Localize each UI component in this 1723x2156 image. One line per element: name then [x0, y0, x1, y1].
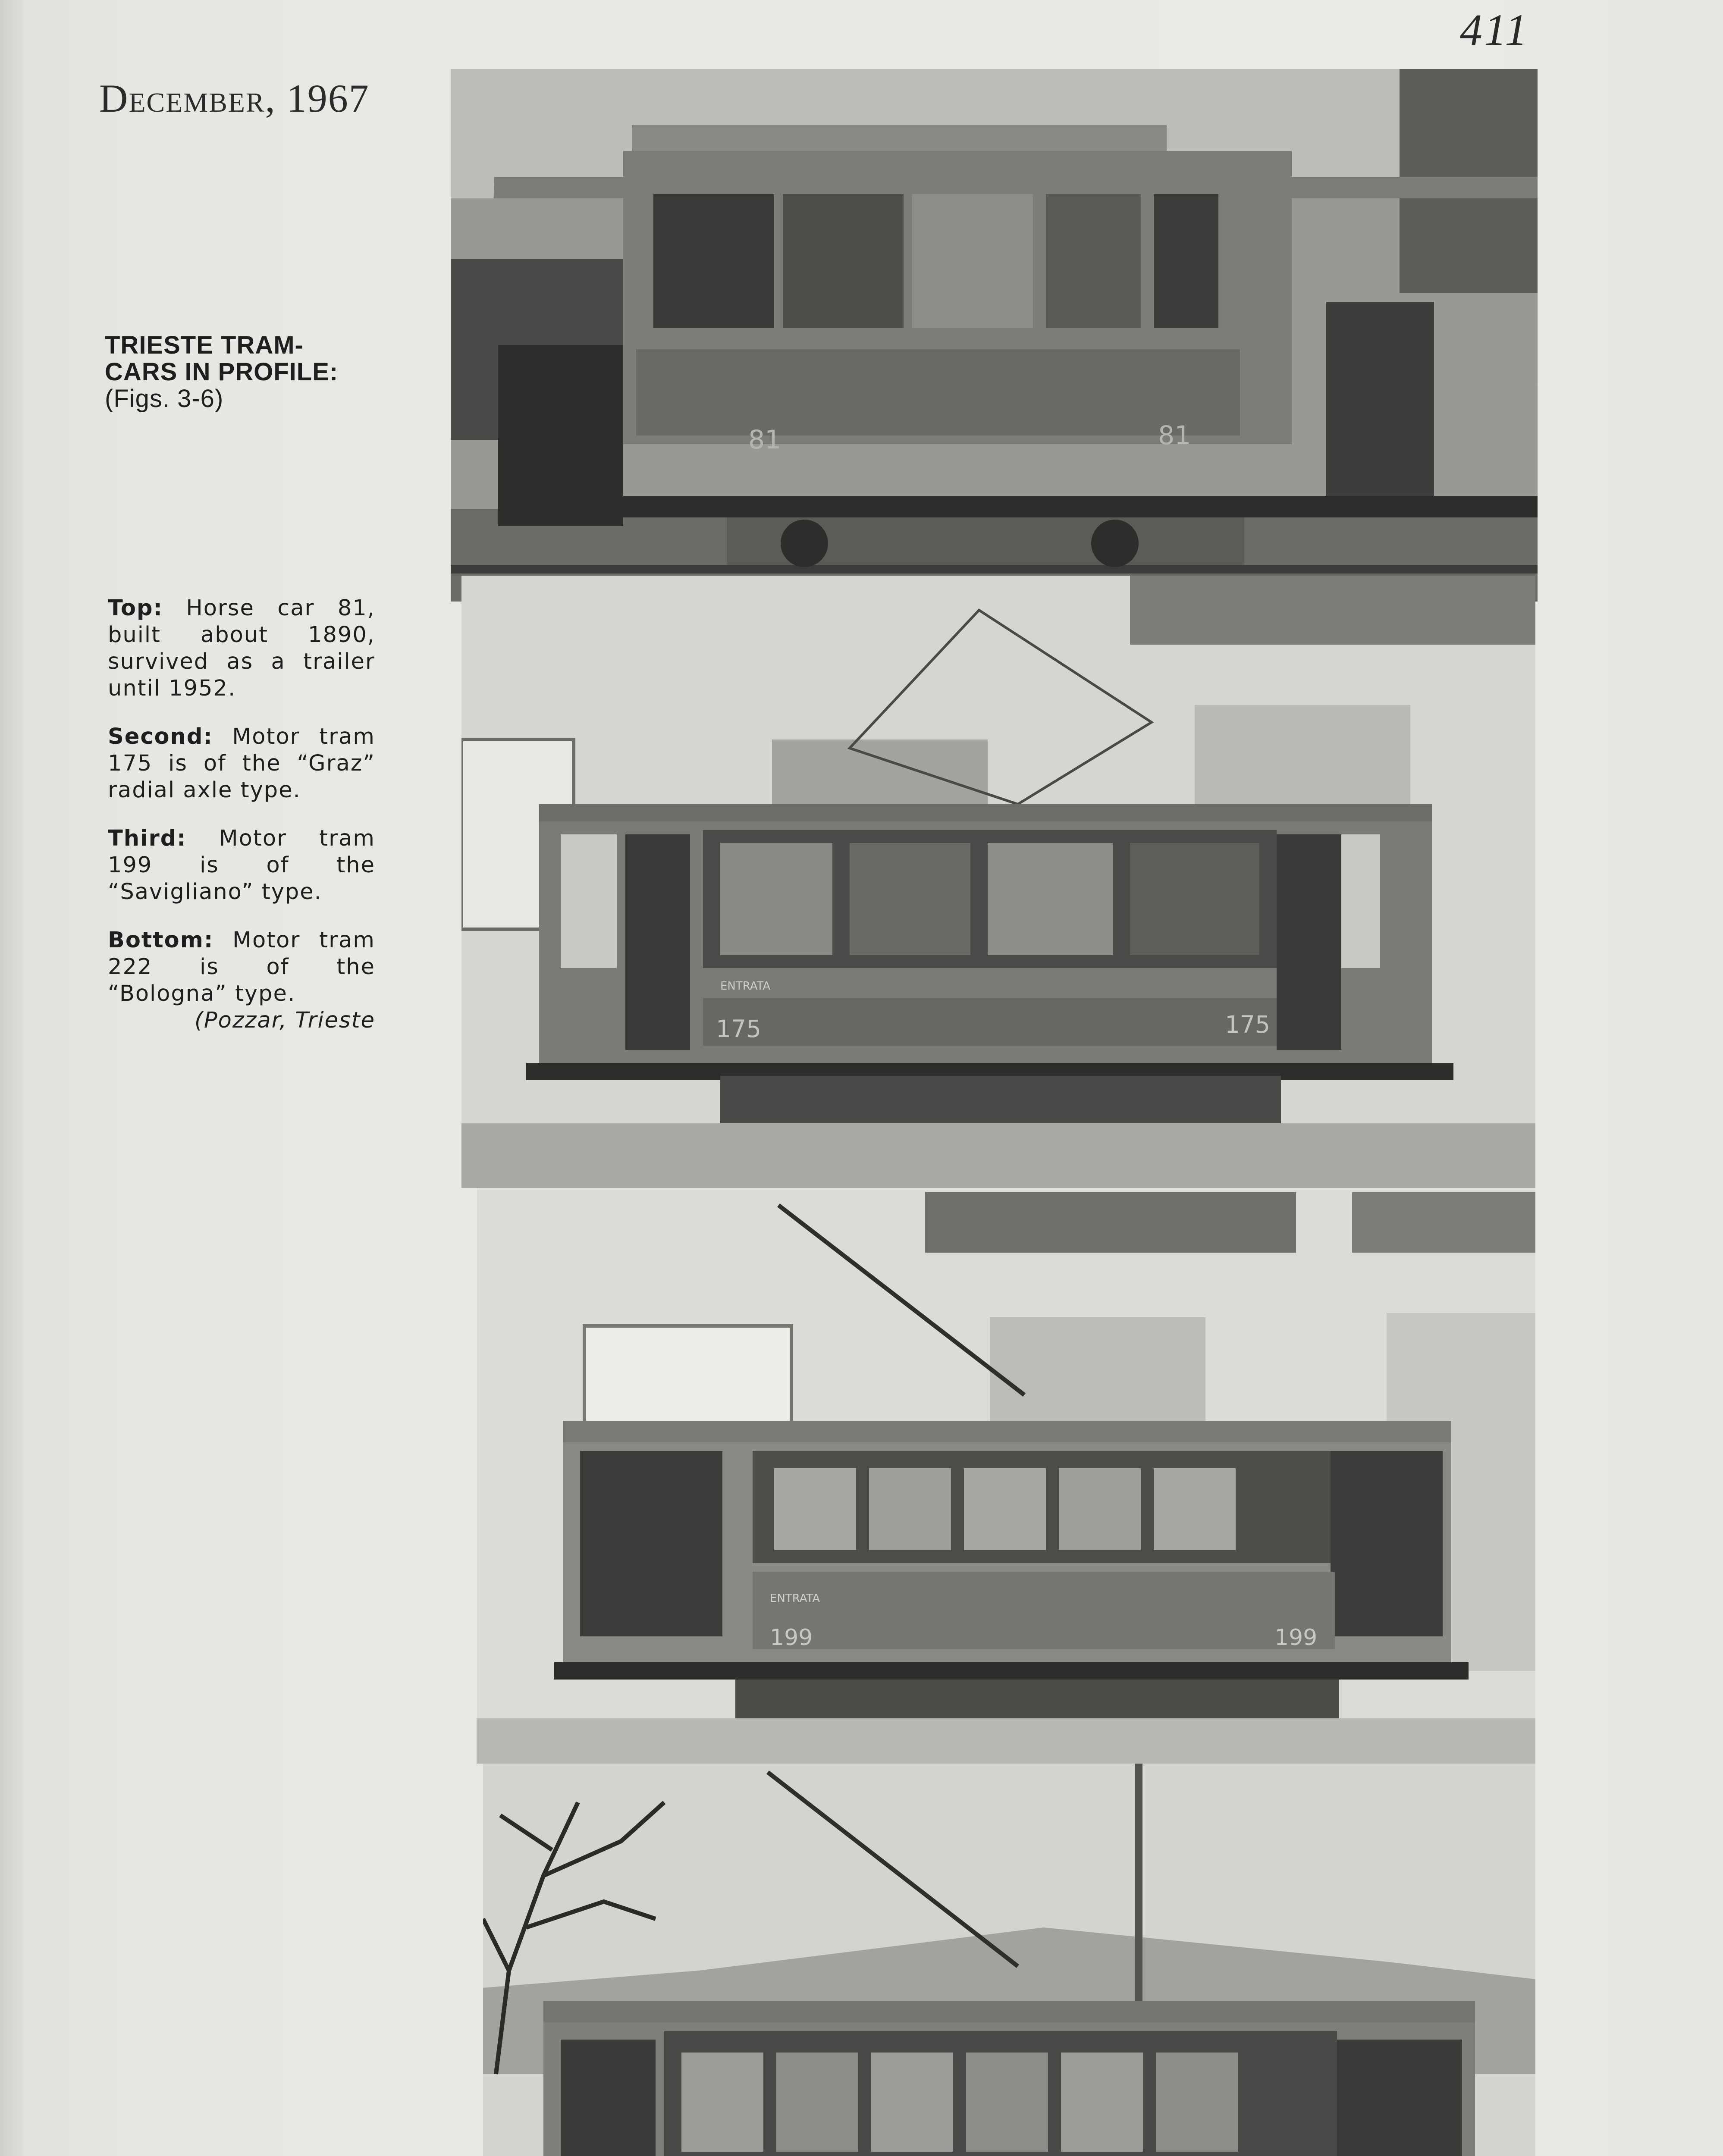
horse-car-81-number-left: 81 [748, 425, 781, 455]
tram-175-entrance-sign: ENTRATA [720, 980, 771, 993]
photo-horse-car-81 [451, 69, 1538, 602]
photo-motor-tram-222 [483, 1764, 1535, 2156]
caption-top [108, 595, 375, 702]
horse-car-81-number-right: 81 [1158, 420, 1191, 451]
tram-199-number-right: 199 [1274, 1625, 1318, 1651]
tram-175-number-right: 175 [1225, 1011, 1270, 1038]
page-number: 411 [1460, 5, 1529, 55]
caption-third-lead: Third: [108, 826, 187, 851]
running-head-date: December, 1967 [99, 76, 370, 120]
caption-top-lead: Top: [108, 595, 163, 621]
caption-bottom-lead: Bottom: [108, 928, 214, 953]
figure-heading-line-1: TRIESTE TRAM- [105, 331, 304, 359]
caption-second-text: Motor tram 175 is of the “Graz” radial axle type. [108, 724, 375, 803]
motor-tram-222-image [483, 1764, 1535, 2156]
motor-tram-199-image [477, 1188, 1535, 1764]
figure-range: (Figs. 3-6) [105, 385, 224, 413]
tram-199-number-left: 199 [770, 1625, 813, 1651]
caption-third-text: Motor tram 199 is of the “Savigliano” type. [108, 826, 375, 905]
caption-top-text: Horse car 81, built about 1890, survived as a trailer until 1952. [108, 595, 375, 701]
horse-car-81-image [451, 69, 1538, 602]
caption-bottom [108, 927, 375, 1034]
caption-second-lead: Second: [108, 724, 213, 749]
tram-199-entrance-sign: ENTRATA [770, 1592, 820, 1605]
caption-bottom-text: Motor tram 222 is of the “Bologna” type. [108, 928, 375, 1006]
figure-heading [105, 332, 381, 412]
tram-175-number-left: 175 [716, 1015, 761, 1043]
photo-credit: (Pozzar, Trieste [194, 1008, 375, 1033]
figure-heading-line-2: CARS IN PROFILE: [105, 358, 339, 386]
figure-caption [108, 595, 375, 1034]
motor-tram-175-image [461, 576, 1535, 1188]
caption-third [108, 825, 375, 906]
photo-motor-tram-175 [461, 576, 1535, 1188]
photo-motor-tram-199 [477, 1188, 1535, 1764]
caption-second [108, 724, 375, 804]
